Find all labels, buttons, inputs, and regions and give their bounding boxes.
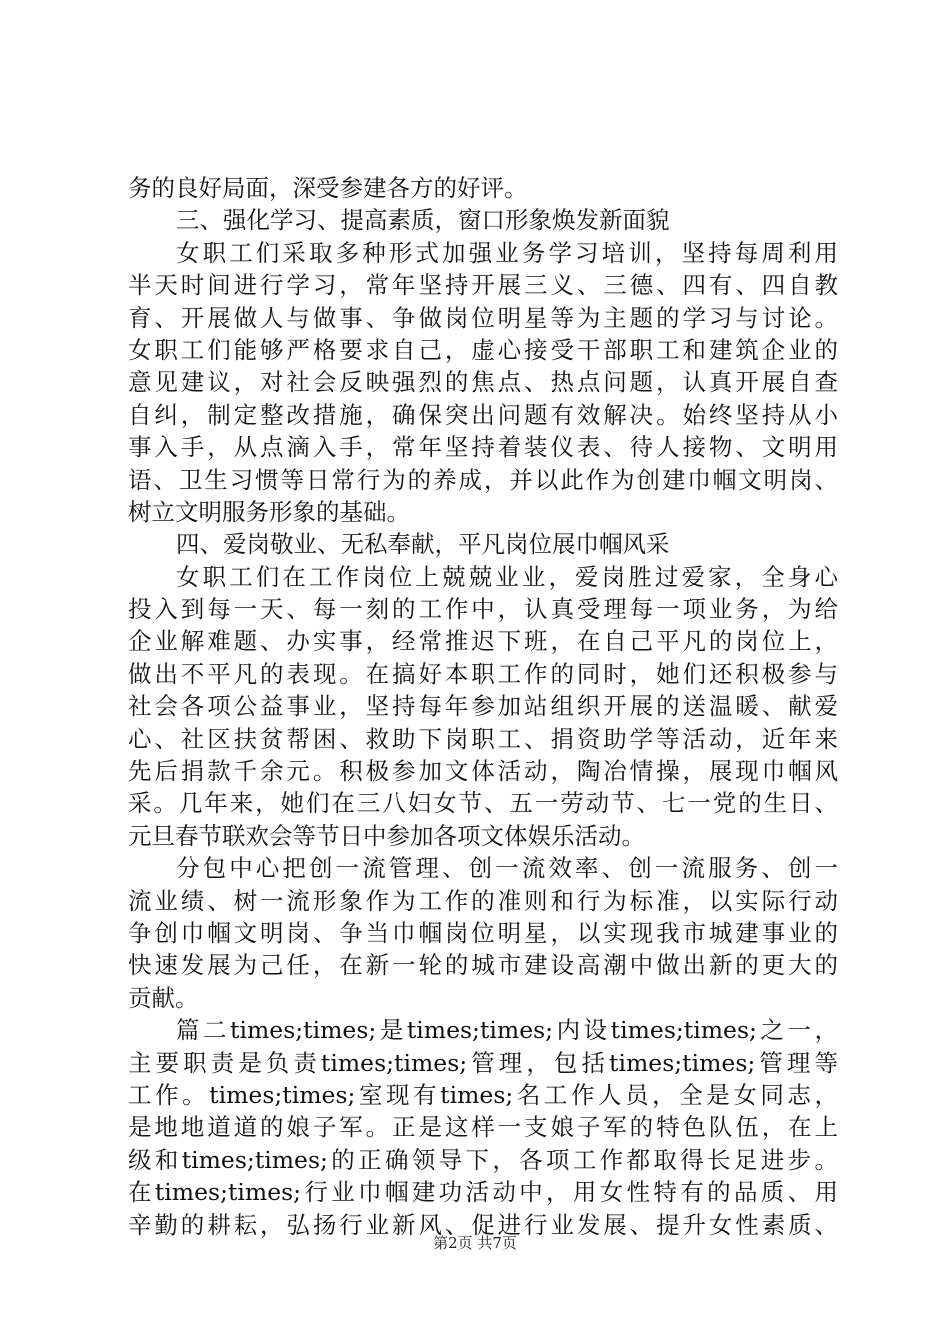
section-heading: 三、强化学习、提高素质，窗口形象焕发新面貌: [176, 206, 670, 235]
text-line: 事入手，从点滴入手，常年坚持着装仪表、待人接物、文明用: [128, 433, 838, 462]
text-line: 社会各项公益事业，坚持每年参加站组织开展的送温暖、献爱: [128, 692, 838, 721]
text-line: 采。几年来，她们在三八妇女节、五一劳动节、七一党的生日、: [128, 789, 838, 818]
text-line: 务的良好局面，深受参建各方的好评。: [128, 174, 528, 202]
paragraph-first-line: 分包中心把创一流管理、创一流效率、创一流服务、创一: [176, 854, 838, 883]
text-line: 辛勤的耕耘，弘扬行业新风、促进行业发展、提升女性素质、: [128, 1210, 838, 1239]
text-line: 做出不平凡的表现。在搞好本职工作的同时，她们还积极参与: [128, 659, 838, 688]
text-line: 投入到每一天、每一刻的工作中，认真受理每一项业务，为给: [128, 595, 838, 624]
body-text: [128, 172, 838, 1241]
text-line: 女职工们能够严格要求自己，虚心接受干部职工和建筑企业的: [128, 335, 838, 364]
paragraph-first-line: 女职工们采取多种形式加强业务学习培训，坚持每周利用: [176, 238, 838, 267]
text-line: 半天时间进行学习，常年坚持开展三义、三德、四有、四自教: [128, 271, 838, 300]
text-line: 意见建议，对社会反映强烈的焦点、热点问题，认真开展自查: [128, 368, 838, 397]
text-line: 树立文明服务形象的基础。: [128, 497, 410, 526]
text-line: 级和times;times;的正确领导下，各项工作都取得长足进步。: [128, 1145, 838, 1174]
text-line: 贡献。: [128, 983, 199, 1012]
text-line: 企业解难题、办实事，经常推迟下班，在自己平凡的岗位上，: [128, 627, 838, 656]
text-line: 先后捐款千余元。积极参加文体活动，陶冶情操，展现巾帼风: [128, 757, 838, 786]
section-heading: 四、爱岗敬业、无私奉献，平凡岗位展巾帼风采: [176, 530, 670, 559]
text-line: 语、卫生习惯等日常行为的养成，并以此作为创建巾帼文明岗、: [128, 465, 838, 494]
page-number-footer: 第2页 共7页: [433, 1234, 517, 1252]
text-line: 是地地道道的娘子军。正是这样一支娘子军的特色队伍，在上: [128, 1113, 838, 1142]
paragraph-first-line: 女职工们在工作岗位上兢兢业业，爱岗胜过爱家，全身心: [176, 562, 838, 591]
text-line: 元旦春节联欢会等节日中参加各项文体娱乐活动。: [128, 821, 645, 850]
text-line: 在times;times;行业巾帼建功活动中，用女性特有的品质、用: [128, 1178, 838, 1207]
text-line: 争创巾帼文明岗、争当巾帼岗位明星，以实现我市城建事业的: [128, 918, 838, 947]
paragraph-first-line: 篇二times;times;是times;times;内设times;times;之一，: [176, 1016, 838, 1045]
text-line: 育、开展做人与做事、争做岗位明星等为主题的学习与讨论。: [128, 303, 838, 332]
text-line: 心、社区扶贫帮困、救助下岗职工、捐资助学等活动，近年来: [128, 724, 838, 753]
text-line: 快速发展为己任，在新一轮的城市建设高潮中做出新的更大的: [128, 951, 838, 980]
text-line: 流业绩、树一流形象作为工作的准则和行为标准，以实际行动: [128, 886, 838, 915]
text-line: 工作。times;times;室现有times;名工作人员，全是女同志，: [128, 1080, 838, 1109]
text-line: 自纠，制定整改措施，确保突出问题有效解决。始终坚持从小: [128, 400, 838, 429]
text-line: 主要职责是负责times;times;管理，包括times;times;管理等: [128, 1048, 838, 1077]
